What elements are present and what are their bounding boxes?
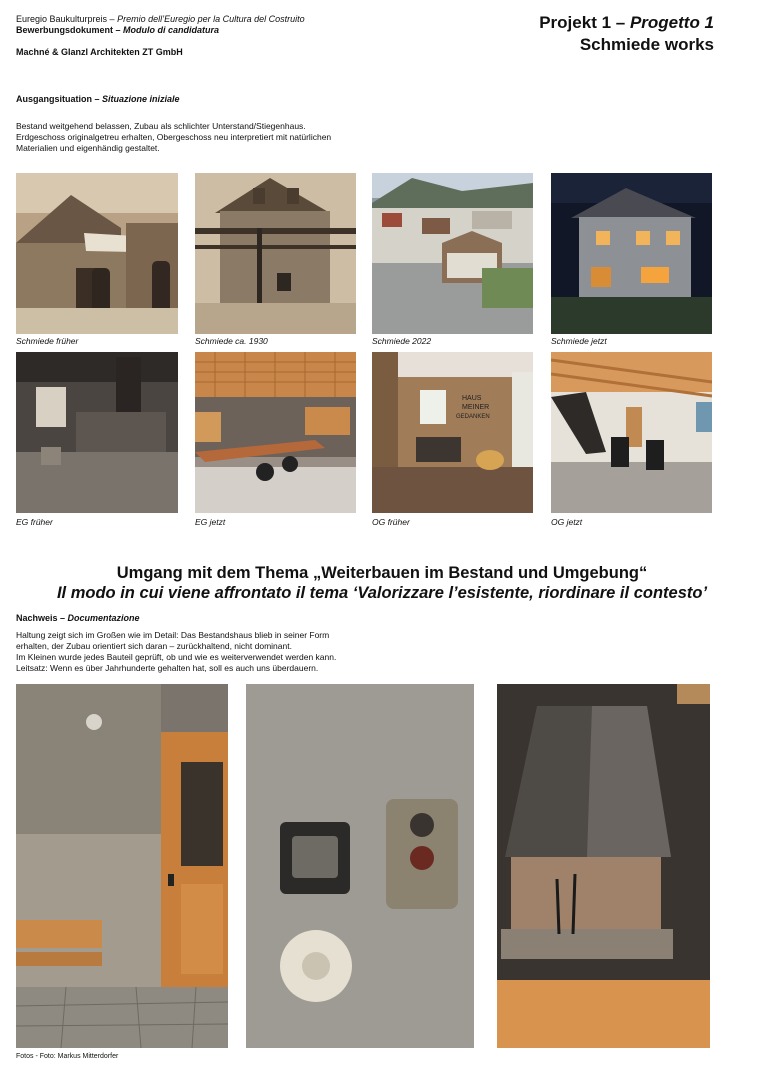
photo-caption: EG jetzt [195, 517, 226, 527]
photo-forge-hood [497, 684, 710, 1048]
project-number-de: Projekt 1 – [539, 13, 630, 32]
situation-text [16, 121, 331, 154]
situation-label-it: Situazione iniziale [102, 94, 180, 104]
photo-upper-floor-now [551, 352, 712, 513]
photo-caption: Schmiede ca. 1930 [195, 336, 268, 346]
firm-name: Machné & Glanzl Architekten ZT GmbH [16, 47, 183, 57]
photo-caption: Schmiede früher [16, 336, 79, 346]
theme-title-de: Umgang mit dem Thema „Weiterbauen im Bestand und Umgebung“ [116, 564, 648, 582]
photo-ground-floor-now [195, 352, 356, 513]
photo-old-sockets [246, 684, 474, 1048]
photo-smithy-historic [16, 173, 178, 334]
photo-entrance-door [16, 684, 228, 1048]
evidence-label-de: Nachweis – [16, 613, 68, 623]
photo-smithy-now [551, 173, 712, 334]
situation-text-line: Bestand weitgehend belassen, Zubau als schlichter Unterstand/Stiegenhaus. [16, 121, 306, 131]
evidence-text-line: erhalten, der Zubau orientiert sich daran – zurückhaltend, nicht dominant. [16, 641, 292, 651]
evidence-text-line: Haltung zeigt sich im Großen wie im Detail: Das Bestandshaus blieb in seiner Form [16, 630, 330, 640]
evidence-text-line: Leitsatz: Wenn es über Jahrhunderte gehalten hat, soll es auch uns überdauern. [16, 663, 319, 673]
award-name-it: Premio dell’Euregio per la Cultura del Costruito [117, 14, 305, 24]
photo-smithy-1930 [195, 173, 356, 334]
award-name-de: Euregio Baukulturpreis – [16, 14, 118, 24]
evidence-text [16, 630, 336, 674]
graffiti-text: HAUS [462, 395, 482, 402]
situation-label [16, 94, 180, 104]
situation-label-de: Ausgangsituation – [16, 94, 103, 104]
evidence-label [16, 613, 140, 623]
situation-text-line: Erdgeschoss originalgetreu erhalten, Obergeschoss neu interpretiert mit natürlichen [16, 132, 332, 142]
photo-caption: EG früher [16, 517, 53, 527]
evidence-text-line: Im Kleinen wurde jedes Bauteil geprüft, ob und wie es weiterverwendet werden kann. [16, 652, 337, 662]
header-document-line [16, 24, 219, 36]
evidence-label-it: Documentazione [67, 613, 140, 623]
situation-text-line: Materialien und eigenhändig gestaltet. [16, 143, 160, 153]
photo-upper-floor-before [372, 352, 533, 513]
photo-caption: Schmiede jetzt [551, 336, 607, 346]
project-number [539, 12, 714, 34]
photo-caption: Schmiede 2022 [372, 336, 432, 346]
photo-ground-floor-before [16, 352, 178, 513]
graffiti-text: MEINER [462, 404, 490, 411]
document-type-it: Modulo di candidatura [123, 25, 220, 35]
photo-caption: OG früher [372, 517, 410, 527]
theme-title-it: Il modo in cui viene affrontato il tema ‘Valorizzare l’esistente, riordinare il contesto’ [56, 584, 708, 602]
graffiti-text: GEDANKEN [456, 414, 490, 420]
photo-smithy-2022 [372, 173, 533, 334]
project-name: Schmiede works [579, 35, 714, 54]
photo-caption: OG jetzt [551, 517, 583, 527]
project-number-it: Progetto 1 [629, 13, 714, 32]
photo-credit: Fotos - Foto: Markus Mitterdorfer [16, 1053, 119, 1060]
document-type-de: Bewerbungsdokument – [16, 25, 124, 35]
project-heading [539, 12, 714, 56]
